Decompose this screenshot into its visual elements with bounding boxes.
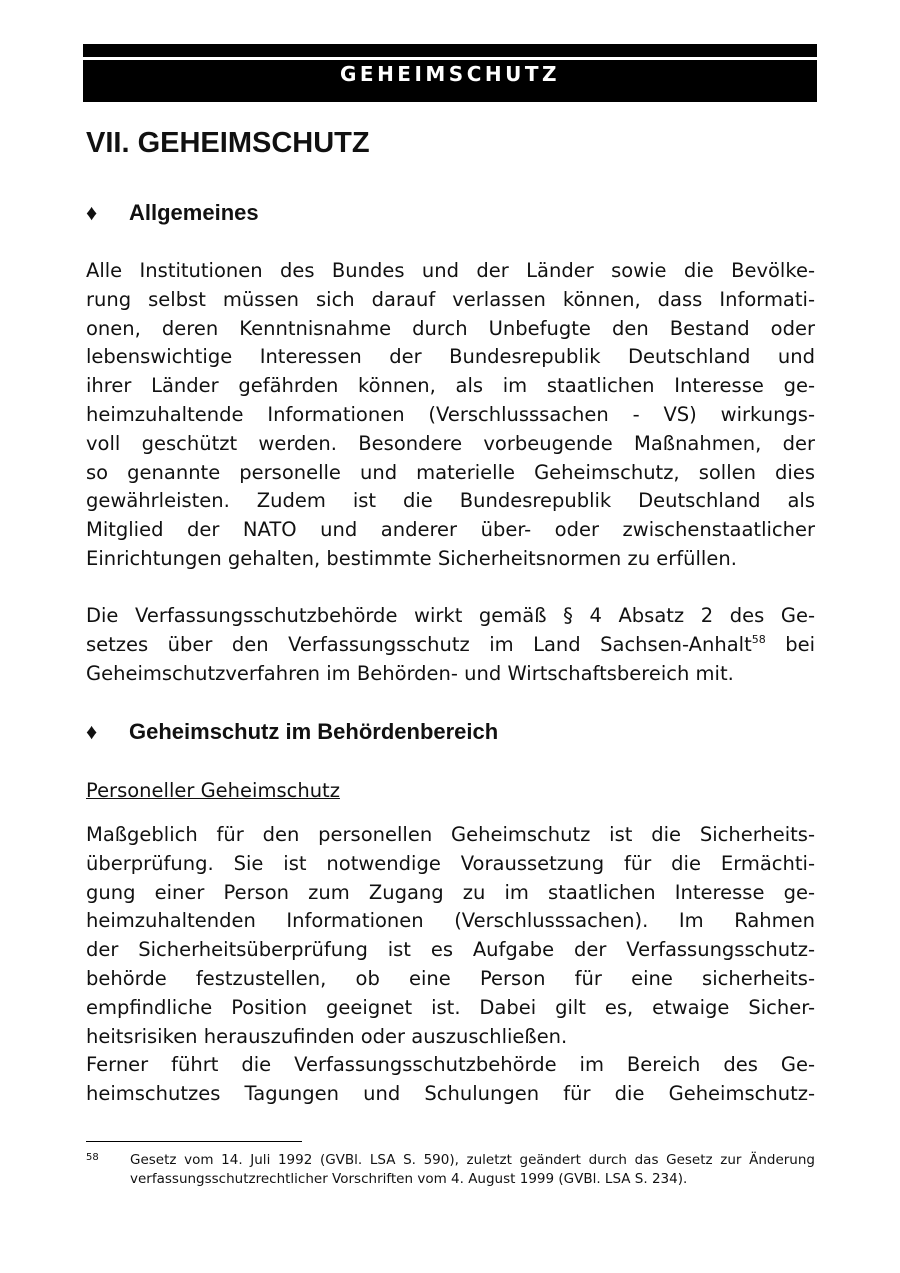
text-line: Mitglied der NATO und anderer über- oder zwischenstaatlicher [86, 518, 815, 542]
text-line: Alle Institutionen des Bundes und der Länder sowie die Bevölke- [86, 259, 815, 282]
text-line: ihrer Länder gefährden können, als im staatlichen Interesse ge- [86, 374, 815, 398]
section-heading-label: Allgemeines [129, 200, 259, 225]
text-line: voll geschützt werden. Besondere vorbeugende Maßnahmen, der [86, 431, 815, 455]
text-segment: setzes über den Verfassungsschutz im Land Sachsen-Anhalt [86, 632, 752, 656]
text-line: behörde festzustellen, ob eine Person für eine sicherheits- [86, 966, 815, 990]
text-line: der Sicherheitsüberprüfung ist es Aufgabe der Verfassungsschutz- [86, 938, 815, 962]
running-header-title: GEHEIMSCHUTZ [339, 62, 561, 86]
diamond-bullet-icon: ♦ [86, 200, 98, 225]
footnote-reference[interactable]: 58 [751, 632, 766, 646]
section-heading-behoerdenbereich [86, 717, 498, 747]
paragraph-verfassungsschutz [86, 602, 815, 688]
running-header [83, 44, 817, 102]
footnote-line: verfassungsschutzrechtlicher Vorschriften vom 4. August 1999 (GVBl. LSA S. 234). [130, 1171, 688, 1187]
text-line: heimschutzes Tagungen und Schulungen für die Geheimschutz- [86, 1082, 815, 1106]
footnote-number: 58 [86, 1152, 99, 1163]
text-line: Einrichtungen gehalten, bestimmte Sicherheitsnormen zu erfüllen. [86, 546, 737, 570]
text-line: gewährleisten. Zudem ist die Bundesrepublik Deutschland als [86, 489, 815, 513]
footnote-text [130, 1151, 815, 1189]
text-line: gung einer Person zum Zugang zu im staatlichen Interesse ge- [86, 880, 815, 904]
text-line: lebenswichtige Interessen der Bundesrepublik Deutschland und [86, 345, 815, 369]
text-line: heimzuhaltende Informationen (Verschlusssachen - VS) wirkungs- [86, 402, 815, 426]
text-line: Geheimschutzverfahren im Behörden- und Wirtschaftsbereich mit. [86, 661, 734, 685]
footnote-divider [86, 1141, 302, 1142]
text-line: rung selbst müssen sich darauf verlassen können, dass Informati- [86, 287, 815, 311]
text-line: empfindliche Position geeignet ist. Dabei gilt es, etwaige Sicher- [86, 995, 815, 1019]
subheading-personeller-geheimschutz: Personeller Geheimschutz [86, 779, 340, 802]
text-line: onen, deren Kenntnisnahme durch Unbefugte den Bestand oder [86, 316, 815, 340]
footnote [86, 1151, 815, 1189]
header-divider [83, 57, 817, 60]
section-heading-label: Geheimschutz im Behördenbereich [129, 719, 499, 744]
text-line: so genannte personelle und materielle Geheimschutz, sollen dies [86, 460, 815, 484]
paragraph-allgemeines [86, 257, 815, 574]
text-line: Ferner führt die Verfassungsschutzbehörde im Bereich des Ge- [86, 1053, 815, 1077]
text-line-with-footnote [86, 631, 815, 660]
text-segment: bei [765, 632, 815, 656]
text-line: heitsrisiken herauszufinden oder auszuschließen. [86, 1024, 568, 1048]
diamond-bullet-icon: ♦ [86, 719, 98, 744]
text-line: Maßgeblich für den personellen Geheimschutz ist die Sicherheits- [86, 823, 815, 846]
paragraph-personeller-geheimschutz [86, 821, 815, 1109]
chapter-title: VII. GEHEIMSCHUTZ [86, 127, 370, 159]
text-line: Die Verfassungsschutzbehörde wirkt gemäß § 4 Absatz 2 des Ge- [86, 604, 815, 627]
text-line: heimzuhaltenden Informationen (Verschlusssachen). Im Rahmen [86, 909, 815, 933]
text-line: überprüfung. Sie ist notwendige Voraussetzung für die Ermächti- [86, 851, 815, 875]
section-heading-allgemeines [86, 198, 259, 228]
footnote-line: Gesetz vom 14. Juli 1992 (GVBl. LSA S. 590), zuletzt geändert durch das Gesetz zur Änderung [130, 1152, 815, 1168]
